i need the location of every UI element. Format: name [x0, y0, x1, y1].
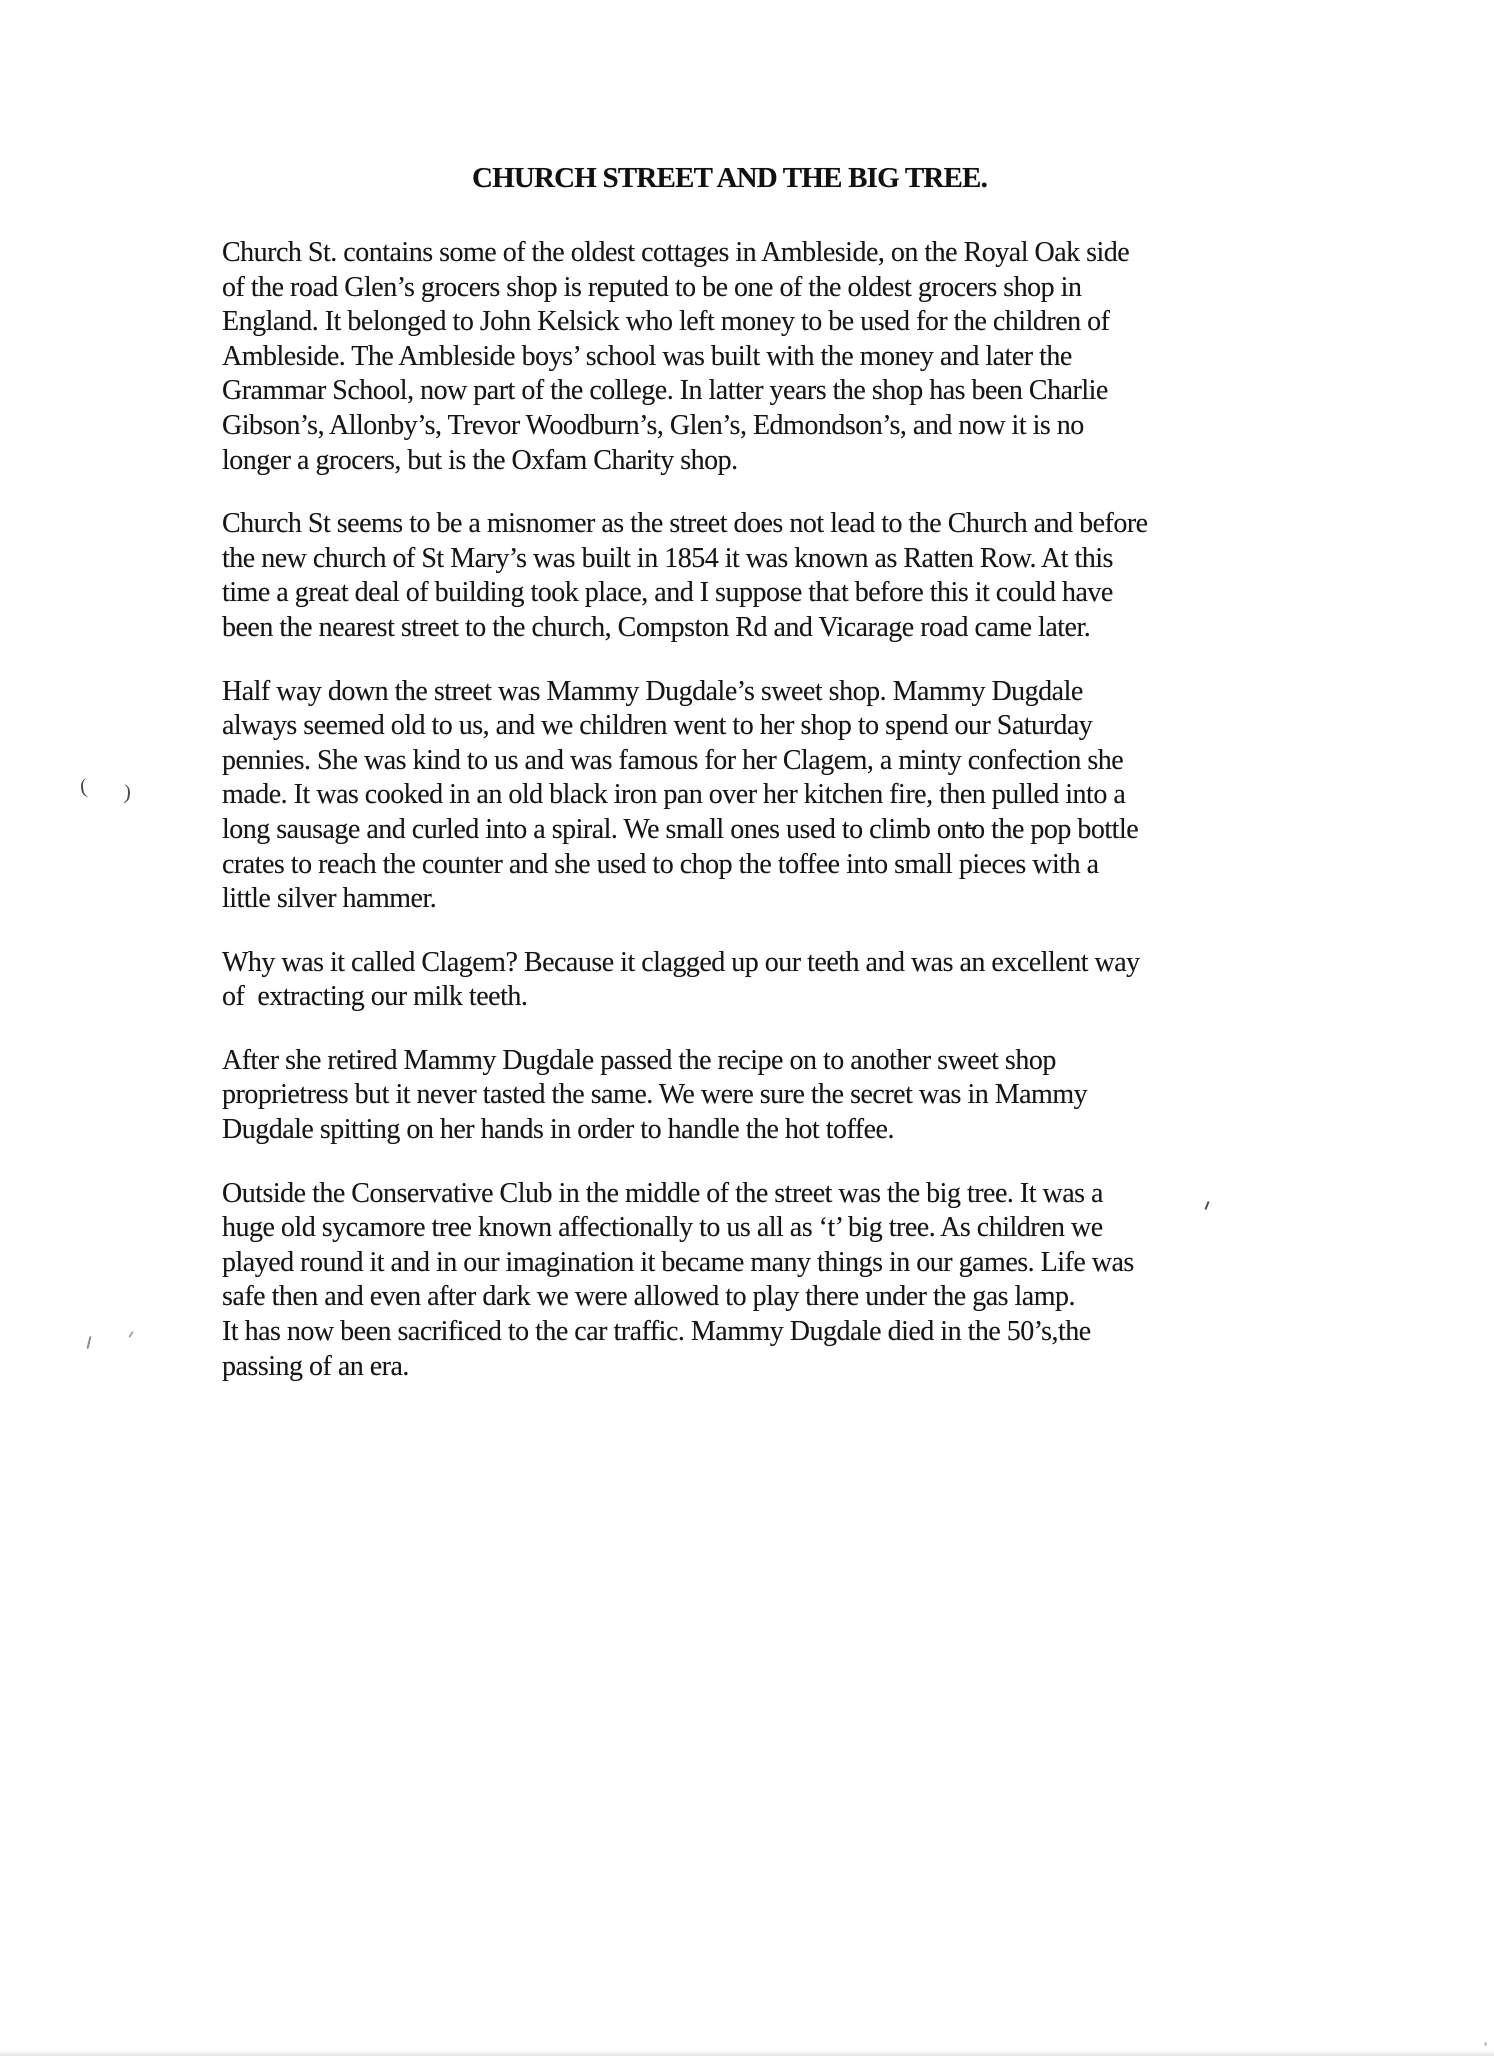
text-line: been the nearest street to the church, Compston Rd and Vicarage road came later.: [222, 611, 1091, 643]
text-line: always seemed old to us, and we children went to her shop to spend our Saturday: [222, 710, 1093, 742]
text-line: huge old sycamore tree known affectionally to us all as ‘t’ big tree. As children we: [222, 1212, 1103, 1244]
margin-close-paren-mark: ): [123, 779, 132, 805]
text-line: Church St seems to be a misnomer as the street does not lead to the Church and before: [222, 508, 1148, 540]
text-line: Church St. contains some of the oldest cottages in Ambleside, on the Royal Oak side: [222, 237, 1130, 268]
document-title: CHURCH STREET AND THE BIG TREE.: [471, 162, 988, 194]
text-line: Outside the Conservative Club in the middle of the street was the big tree. It was a: [222, 1177, 1103, 1209]
text-line: played round it and in our imagination it became many things in our games. Life was: [222, 1246, 1134, 1278]
paragraph-3: [222, 675, 1267, 917]
margin-pencil-mark: [86, 1336, 91, 1349]
text-line: England. It belonged to John Kelsick who left money to be used for the children of: [222, 306, 1110, 338]
text-line: passing of an era.: [222, 1350, 409, 1382]
paragraph-1: [222, 236, 1267, 478]
text-line: of the road Glen’s grocers shop is reputed to be one of the oldest grocers shop in: [222, 271, 1082, 303]
text-line: crates to reach the counter and she used to chop the toffee into small pieces with a: [222, 848, 1099, 880]
text-line: proprietress but it never tasted the same. We were sure the secret was in Mammy: [222, 1079, 1088, 1111]
text-line: Gibson’s, Allonby’s, Trevor Woodburn’s, Glen’s, Edmondson’s, and now it is no: [222, 409, 1084, 441]
text-line: time a great deal of building took place, and I suppose that before this it could have: [222, 577, 1113, 609]
scan-edge-fragment-mark: [0, 756, 1, 781]
document-content: [222, 160, 1267, 1413]
text-line: After she retired Mammy Dugdale passed the recipe on to another sweet shop: [222, 1044, 1056, 1076]
margin-pencil-mark: [128, 1331, 133, 1338]
text-line: Why was it called Clagem? Because it clagged up our teeth and was an excellent way: [222, 946, 1140, 978]
paragraph-2: [222, 507, 1267, 645]
text-line: Dugdale spitting on her hands in order to handle the hot toffee.: [222, 1114, 894, 1146]
paragraph-5: [222, 1044, 1267, 1148]
scan-bottom-edge: [0, 2050, 1494, 2056]
text-line: Grammar School, now part of the college. In latter years the shop has been Charlie: [222, 375, 1108, 407]
text-line: Half way down the street was Mammy Dugdale’s sweet shop. Mammy Dugdale: [222, 675, 1083, 707]
paragraph-4: [222, 946, 1267, 1015]
text-line: It has now been sacrificed to the car traffic. Mammy Dugdale died in the 50’s,the: [222, 1316, 1091, 1348]
text-line: the new church of St Mary’s was built in 1854 it was known as Ratten Row. At this: [222, 542, 1113, 574]
text-line: safe then and even after dark we were allowed to play there under the gas lamp.: [222, 1281, 1075, 1313]
text-line: pennies. She was kind to us and was famous for her Clagem, a minty confection she: [222, 744, 1124, 776]
scan-speck: [1484, 2042, 1487, 2046]
text-line: made. It was cooked in an old black iron pan over her kitchen fire, then pulled into a: [222, 779, 1126, 811]
text-line: little silver hammer.: [222, 883, 437, 915]
paragraph-6: [222, 1177, 1267, 1385]
text-line: of extracting our milk teeth.: [222, 981, 528, 1013]
margin-open-paren-mark: (: [78, 773, 89, 799]
text-line: longer a grocers, but is the Oxfam Charity shop.: [222, 444, 738, 476]
text-line: Ambleside. The Ambleside boys’ school was built with the money and later the: [222, 340, 1072, 372]
text-line: long sausage and curled into a spiral. We small ones used to climb ont̵o the pop bottle: [222, 813, 1139, 845]
